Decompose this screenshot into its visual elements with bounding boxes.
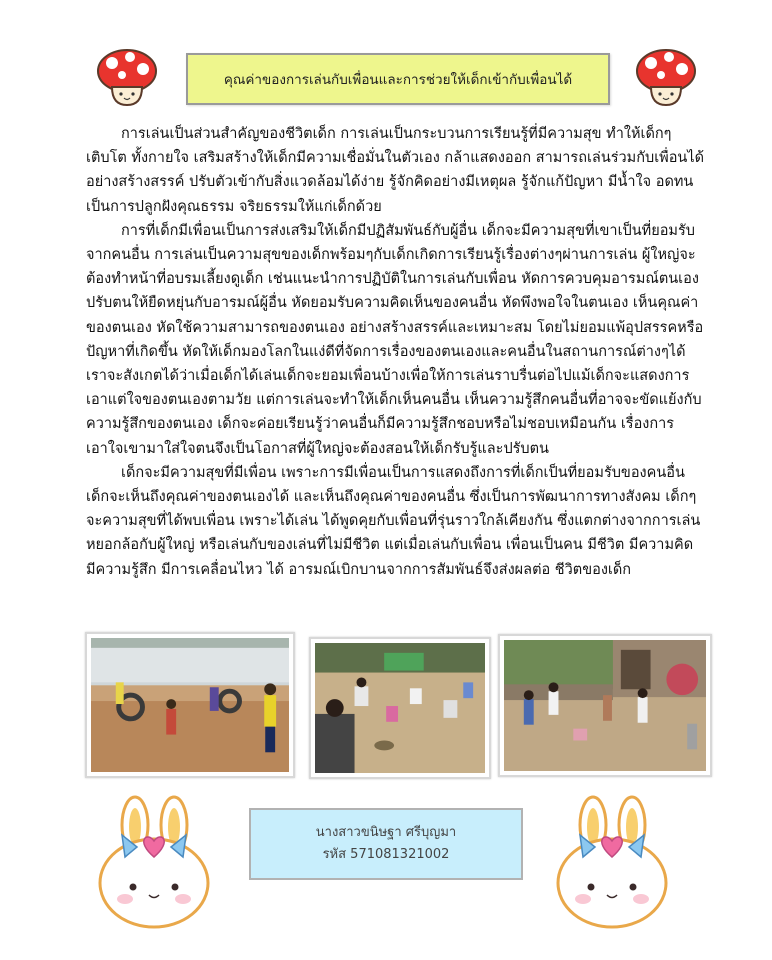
paragraph: การเล่นเป็นส่วนสำคัญของชีวิตเด็ก การเล่นเป็นกระบวนการเรียนรู้ที่มีความสุข ทำให้เด็กๆเติบโต ทั้งกายใจ เสริมสร้างให้เด็กมีความเชื่อมั่นในตัวเอง กล้าแสดงออก สามารถเล่นร่วมกับเพื่อนได้อย่างสร้างสรรค์ ปรับตัวเข้ากับสิ่งแวดล้อมได้ง่าย รู้จักคิดอย่างมีเหตุผล รู้จักแก้ปัญหา มีน้ำใจ อดทน เป็นการปลูกฝังคุณธรรม จริยธรรมให้แก่เด็กด้วย: [86, 126, 705, 215]
mushroom-icon: [96, 47, 158, 107]
author-student-id: รหัส 571081321002: [322, 847, 450, 862]
photo-children-yard: [498, 634, 712, 777]
page-title: คุณค่าของการเล่นกับเพื่อนและการช่วยให้เด็กเข้ากับเพื่อนได้: [186, 53, 610, 105]
mushroom-icon: [635, 47, 697, 107]
bunny-icon: [555, 795, 670, 930]
bunny-icon: [97, 795, 212, 930]
article-body: [86, 122, 706, 582]
author-name: นางสาวขนิษฐา ศรีบุญมา: [315, 825, 457, 840]
photo-children-playground: [85, 632, 295, 778]
photo-children-sand: [309, 637, 491, 779]
author-box: [249, 808, 523, 880]
paragraph: เด็กจะมีความสุขที่มีเพื่อน เพราะการมีเพื่อนเป็นการแสดงถึงการที่เด็กเป็นที่ยอมรับของคนอื่น เด็กจะเห็นถึงคุณค่าของตนเองได้ และเห็นถึงคุณค่าของคนอื่น ซึ่งเป็นการพัฒนาการทางสังคม เด็กๆจะความสุขที่ได้พบเพื่อน เพราะได้เล่น ได้พูดคุยกับเพื่อนที่รุ่นราวใกล้เคียงกัน ซึ่งแตกต่างจากการเล่นหยอกล้อกับผู้ใหญ่ หรือเล่นกับของเล่นที่ไม่มีชีวิต แต่เมื่อเล่นกับเพื่อน เพื่อนเป็นคน มีชีวิต มีความคิด มีความรู้สึก มีการเคลื่อนไหว ได้ อารมณ์เบิกบานจากการสัมพันธ์จึงส่งผลต่อ ชีวิตของเด็ก: [86, 464, 701, 578]
paragraph: การที่เด็กมีเพื่อนเป็นการส่งเสริมให้เด็กมีปฏิสัมพันธ์กับผู้อื่น เด็กจะมีความสุขที่เขาเป็นที่ยอมรับจากคนอื่น การเล่นเป็นความสุขของเด็กพร้อมๆกับเด็กเกิดการเรียนรู้เรื่องต่างๆผ่านการเล่น ผู้ใหญ่จะต้องทำหน้าที่อบรมเลี้ยงดูเด็ก เช่นแนะนำการปฏิบัติในการเล่นกับเพื่อน หัดการควบคุมอารมณ์ตนเอง ปรับตนให้ยืดหยุ่นกับอารมณ์ผู้อื่น หัดยอมรับความคิดเห็นของคนอื่น หัดพึงพอใจในตนเอง เห็นคุณค่าของตนเอง หัดใช้ความสามารถของตนเอง อย่างสร้างสรรค์และเหมาะสม โดยไม่ยอมแพ้อุปสรรคหรือปัญหาที่เกิดขึ้น หัดให้เด็กมองโลกในแง่ดีที่จัดการเรื่องของตนเองและคนอื่นในสถานการณ์ต่างๆได้ เราจะสังเกตได้ว่าเมื่อเด็กได้เล่นเด็กจะยอมเพื่อนบ้างเพื่อให้การเล่นราบรื่นต่อไปแม้เด็กจะแสดงการเอาแต่ใจของตนเองตามวัย แต่การเล่นจะทำให้เด็กเห็นคนอื่น เห็นความรู้สึกคนอื่นที่อาจจะขัดแย้งกับความรู้สึกของตนเอง เด็กจะค่อยเรียนรู้ว่าคนอื่นก็มีความรู้สึกชอบหรือไม่ชอบเหมือนกัน เรื่องการเอาใจเขามาใส่ใจตนจึงเป็นโอกาสที่ผู้ใหญ่จะต้องสอนให้เด็กรับรู้และปรับตน: [86, 222, 704, 457]
